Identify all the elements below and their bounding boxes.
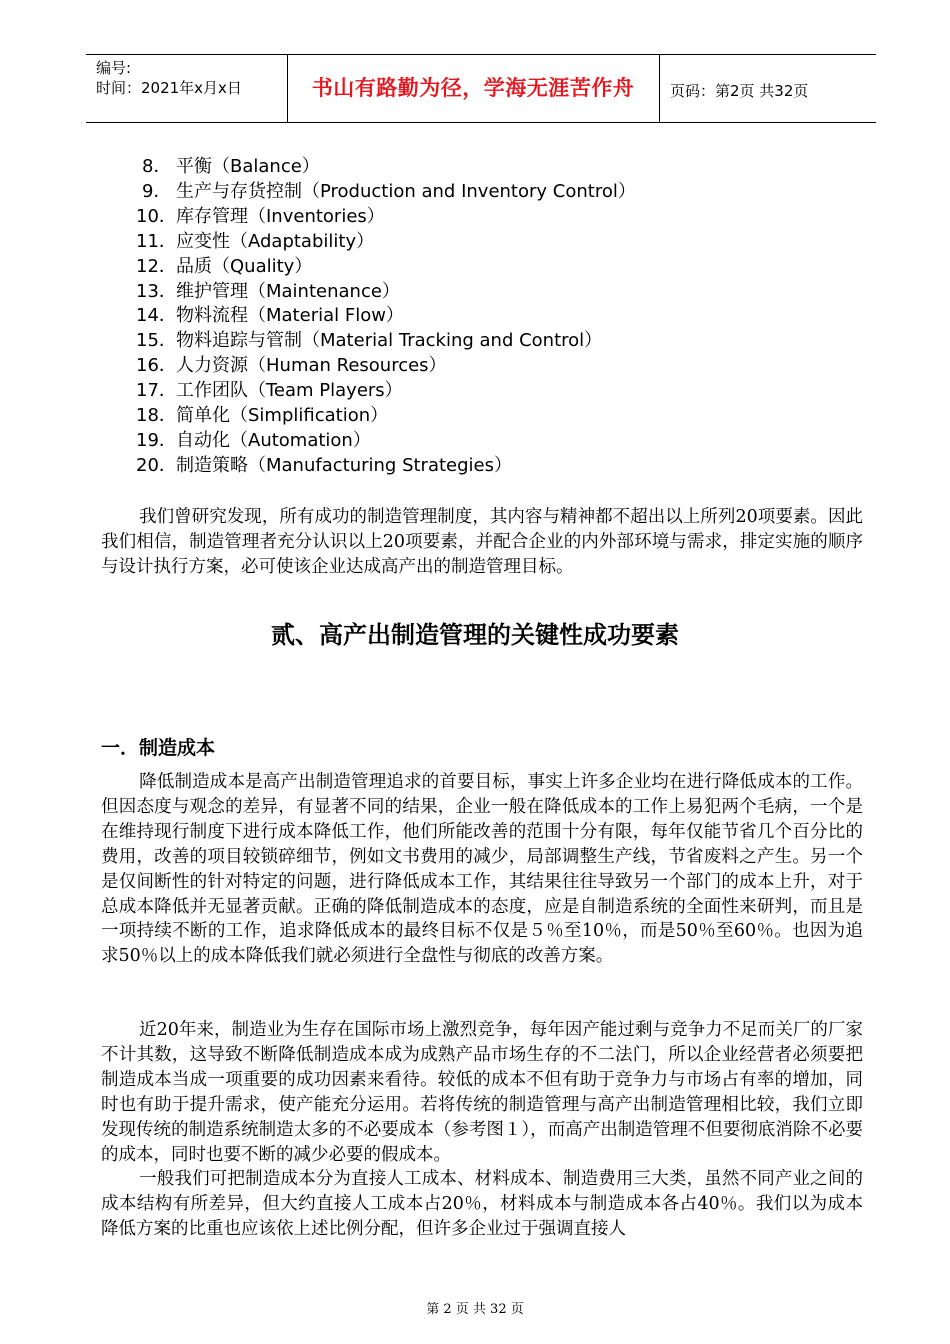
list-item-number: 12．: [136, 255, 177, 277]
list-item: [136, 155, 636, 180]
list-item: [136, 205, 636, 230]
list-item-text: 库存管理（Inventories）: [176, 205, 385, 227]
list-item-text: 维护管理（Maintenance）: [176, 280, 400, 302]
body-paragraph: [101, 1018, 863, 1167]
list-item: [136, 354, 636, 379]
header-bottom-rule: [86, 122, 876, 123]
list-item: [136, 180, 636, 205]
list-item: [136, 329, 636, 354]
list-item-number: 8．: [142, 156, 172, 177]
body-paragraph-text: 一般我们可把制造成本分为直接人工成本、材料成本、制造费用三大类，虽然不同产业之间的成本结构有所差异，但大约直接人工成本占20％，材料成本与制造成本各占40％。我们以为成本降低方案的比重也应该依上述比例分配，但许多企业过于强调直接人: [101, 1169, 863, 1239]
page-footer: 第 2 页 共 32 页: [426, 1302, 524, 1317]
list-item: [136, 255, 636, 280]
list-item-text: 平衡（Balance）: [176, 156, 320, 177]
section-title: 贰、高产出制造管理的关键性成功要素: [271, 621, 679, 649]
factor-list: [136, 155, 636, 479]
list-item-number: 9．: [142, 180, 172, 202]
subsection-title: 一．制造成本: [101, 737, 216, 759]
list-item: [136, 429, 636, 454]
header-meta: [96, 58, 242, 98]
list-item-number: 16．: [136, 355, 177, 377]
list-item-text: 制造策略（Manufacturing Strategies）: [176, 454, 512, 476]
body-paragraph-text: 降低制造成本是高产出制造管理追求的首要目标，事实上许多企业均在进行降低成本的工作。但因态度与观念的差异，有显著不同的结果，企业一般在降低成本的工作上易犯两个毛病，一个是在维持现行制度下进行成本降低工作，他们所能改善的范围十分有限，每年仅能节省几个百分比的费用，改善的项目较锁碎细节，例如文书费用的减少，局部调整生产线，节省废料之产生。另一个是仅间断性的针对特定的问题，进行降低成本工作，其结果往往导致另一个部门的成本上升，对于总成本降低并无显著贡献。正确的降低制造成本的态度，应是自制造系统的全面性来研判，而且是一项持续不断的工作，追求降低成本的最终目标不仅是５％至10％，而是50％至60％。也因为追求50％以上的成本降低我们就必须进行全盘性与彻底的改善方案。: [101, 772, 863, 967]
intro-paragraph: [101, 505, 863, 580]
list-item: [136, 280, 636, 305]
header-divider-right: [659, 54, 660, 123]
list-item-number: 18．: [136, 405, 177, 427]
list-item-text: 品质（Quality）: [176, 255, 313, 277]
list-item: [136, 379, 636, 404]
body-paragraph: [101, 770, 863, 969]
list-item-number: 10．: [136, 205, 177, 227]
list-item-text: 自动化（Automation）: [176, 429, 371, 451]
list-item-number: 20．: [136, 454, 177, 476]
header-page-number: 页码：第2页 共32页: [670, 82, 809, 100]
list-item-number: 19．: [136, 429, 177, 451]
body-paragraph-text: 近20年来，制造业为生存在国际市场上激烈竞争，每年因产能过剩与竞争力不足而关厂的厂家不计其数，这导致不断降低制造成本成为成熟产品市场生存的不二法门，所以企业经营者必须要把制造成本当成一项重要的成功因素来看待。较低的成本不但有助于竞争力与市场占有率的增加，同时也有助于提升需求，使产能充分运用。若将传统的制造管理与高产出制造管理相比较，我们立即发现传统的制造系统制造太多的不必要成本（参考图１），而高产出制造管理不但要彻底消除不必要的成本，同时也要不断的减少必要的假成本。: [101, 1020, 863, 1165]
header-top-rule: [86, 54, 876, 55]
list-item: [136, 454, 636, 479]
list-item-number: 11．: [136, 230, 177, 252]
list-item: [136, 230, 636, 255]
list-item-text: 人力资源（Human Resources）: [176, 355, 447, 377]
list-item-number: 14．: [136, 305, 177, 327]
list-item: [136, 404, 636, 429]
list-item-text: 应变性（Adaptability）: [176, 230, 375, 252]
document-number-label: 编号:: [96, 59, 132, 77]
intro-paragraph-text: 我们曾研究发现，所有成功的制造管理制度，其内容与精神都不超出以上所列20项要素。因此我们相信，制造管理者充分认识以上20项要素，并配合企业的内外部环境与需求，排定实施的顺序与设计执行方案，必可使该企业达成高产出的制造管理目标。: [101, 507, 863, 577]
list-item: [136, 304, 636, 329]
header-motto: 书山有路勤为径，学海无涯苦作舟: [311, 76, 635, 100]
list-item-text: 简单化（Simplification）: [176, 405, 389, 427]
list-item-text: 物料追踪与管制（Material Tracking and Control）: [176, 330, 603, 352]
document-time-label: 时间：2021年x月x日: [96, 79, 242, 97]
list-item-number: 13．: [136, 280, 177, 302]
list-item-number: 15．: [136, 330, 177, 352]
list-item-text: 物料流程（Material Flow）: [176, 305, 404, 327]
list-item-number: 17．: [136, 380, 177, 402]
list-item-text: 工作团队（Team Players）: [176, 380, 403, 402]
list-item-text: 生产与存货控制（Production and Inventory Control）: [176, 180, 636, 202]
body-paragraph: [101, 1167, 863, 1242]
